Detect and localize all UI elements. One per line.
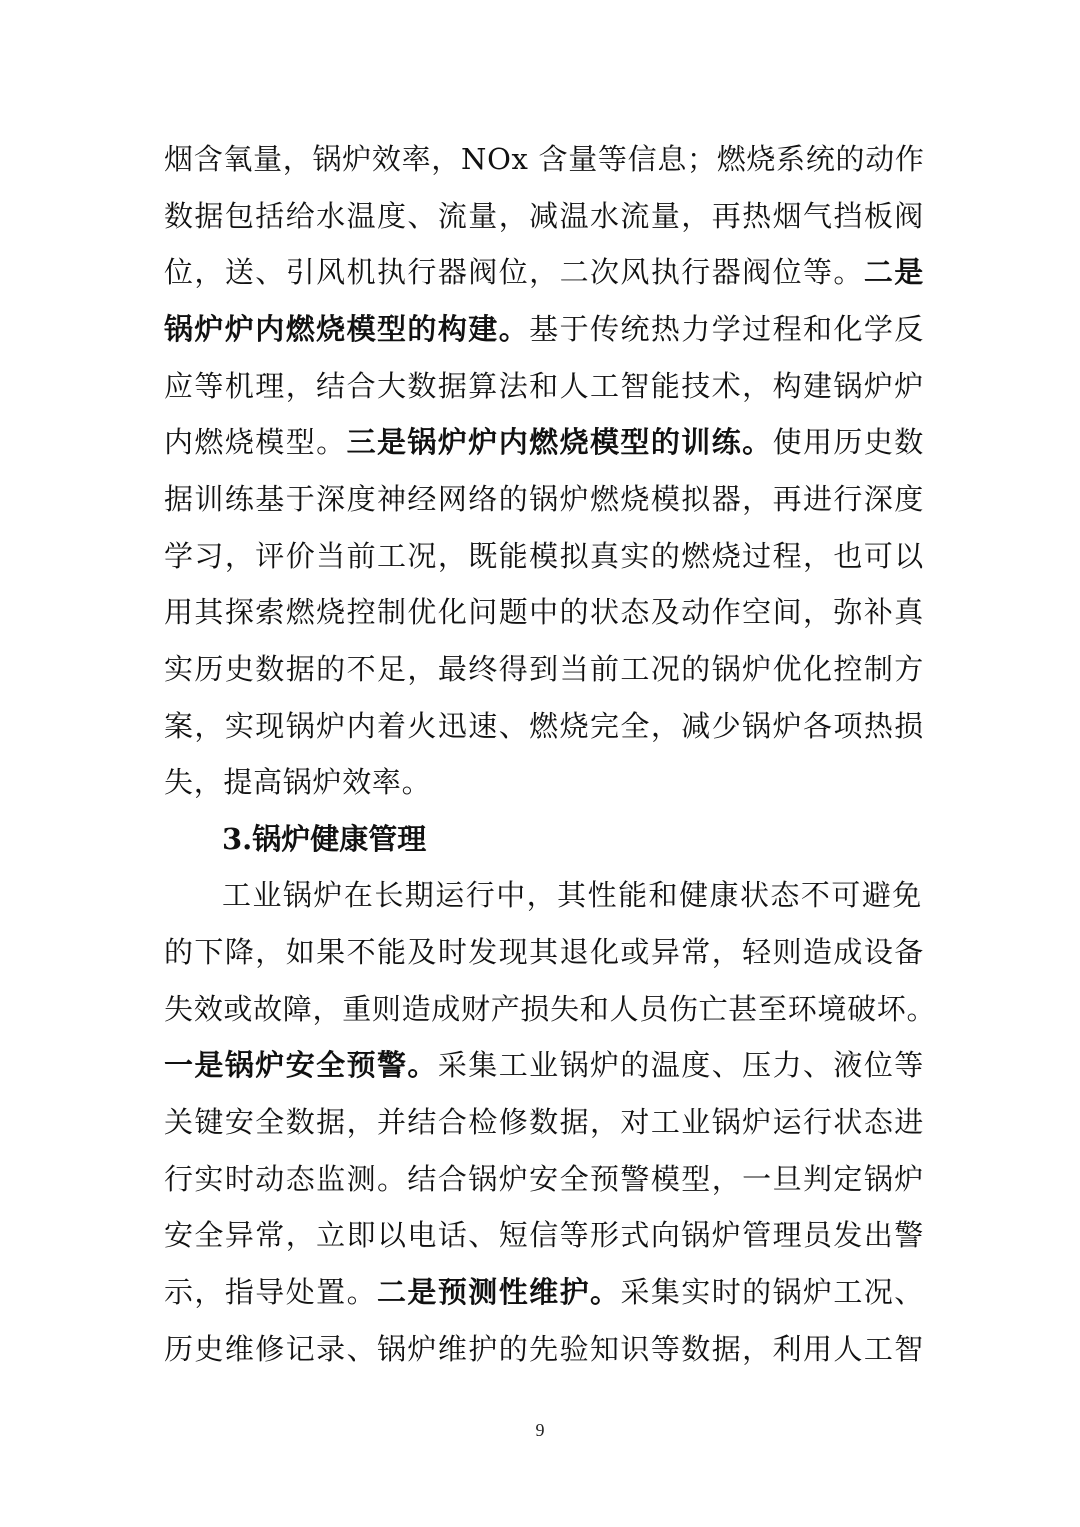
text-line: 烟含氧量，锅炉效率，NOx 含量等信息；燃烧系统的动作 bbox=[164, 142, 925, 176]
text-line: 一是锅炉安全预警。采集工业锅炉的温度、压力、液位等 bbox=[164, 1048, 924, 1082]
text-line: 示，指导处置。二是预测性维护。采集实时的锅炉工况、 bbox=[164, 1275, 924, 1309]
page-number: 9 bbox=[535, 1420, 545, 1440]
text-line: 数据包括给水温度、流量，减温水流量，再热烟气挡板阀 bbox=[164, 199, 924, 233]
text-line: 应等机理，结合大数据算法和人工智能技术，构建锅炉炉 bbox=[164, 369, 924, 403]
text-line: 内燃烧模型。三是锅炉炉内燃烧模型的训练。使用历史数 bbox=[164, 425, 924, 459]
bold-lead: 二是预测性维护。 bbox=[377, 1275, 621, 1309]
text-line: 工业锅炉在长期运行中，其性能和健康状态不可避免 bbox=[222, 878, 922, 912]
text-line: 用其探索燃烧控制优化问题中的状态及动作空间，弥补真 bbox=[164, 595, 924, 629]
text-line: 学习，评价当前工况，既能模拟真实的燃烧过程，也可以 bbox=[164, 539, 924, 573]
bold-lead: 一是锅炉安全预警。 bbox=[164, 1048, 438, 1082]
bold-lead: 三是锅炉炉内燃烧模型的训练。 bbox=[346, 425, 773, 459]
text-line: 锅炉炉内燃烧模型的构建。基于传统热力学过程和化学反 bbox=[164, 312, 924, 346]
text-line: 案，实现锅炉内着火迅速、燃烧完全，减少锅炉各项热损 bbox=[164, 709, 924, 743]
section-heading: 3.锅炉健康管理 bbox=[222, 822, 427, 856]
bold-lead: 二是 bbox=[863, 255, 924, 289]
text-line: 失效或故障，重则造成财产损失和人员伤亡甚至环境破坏。 bbox=[164, 992, 937, 1026]
text-line: 据训练基于深度神经网络的锅炉燃烧模拟器，再进行深度 bbox=[164, 482, 924, 516]
text-line: 关键安全数据，并结合检修数据，对工业锅炉运行状态进 bbox=[164, 1105, 924, 1139]
text-line: 位，送、引风机执行器阀位，二次风执行器阀位等。二是 bbox=[164, 255, 924, 289]
text-line: 行实时动态监测。结合锅炉安全预警模型，一旦判定锅炉 bbox=[164, 1162, 924, 1196]
text-line: 的下降，如果不能及时发现其退化或异常，轻则造成设备 bbox=[164, 935, 924, 969]
bold-lead: 锅炉炉内燃烧模型的构建。 bbox=[164, 312, 530, 346]
text-line: 失，提高锅炉效率。 bbox=[164, 765, 432, 799]
text-line: 历史维修记录、锅炉维护的先验知识等数据，利用人工智 bbox=[164, 1332, 924, 1366]
text-line: 安全异常，立即以电话、短信等形式向锅炉管理员发出警 bbox=[164, 1218, 924, 1252]
text-line: 实历史数据的不足，最终得到当前工况的锅炉优化控制方 bbox=[164, 652, 924, 686]
